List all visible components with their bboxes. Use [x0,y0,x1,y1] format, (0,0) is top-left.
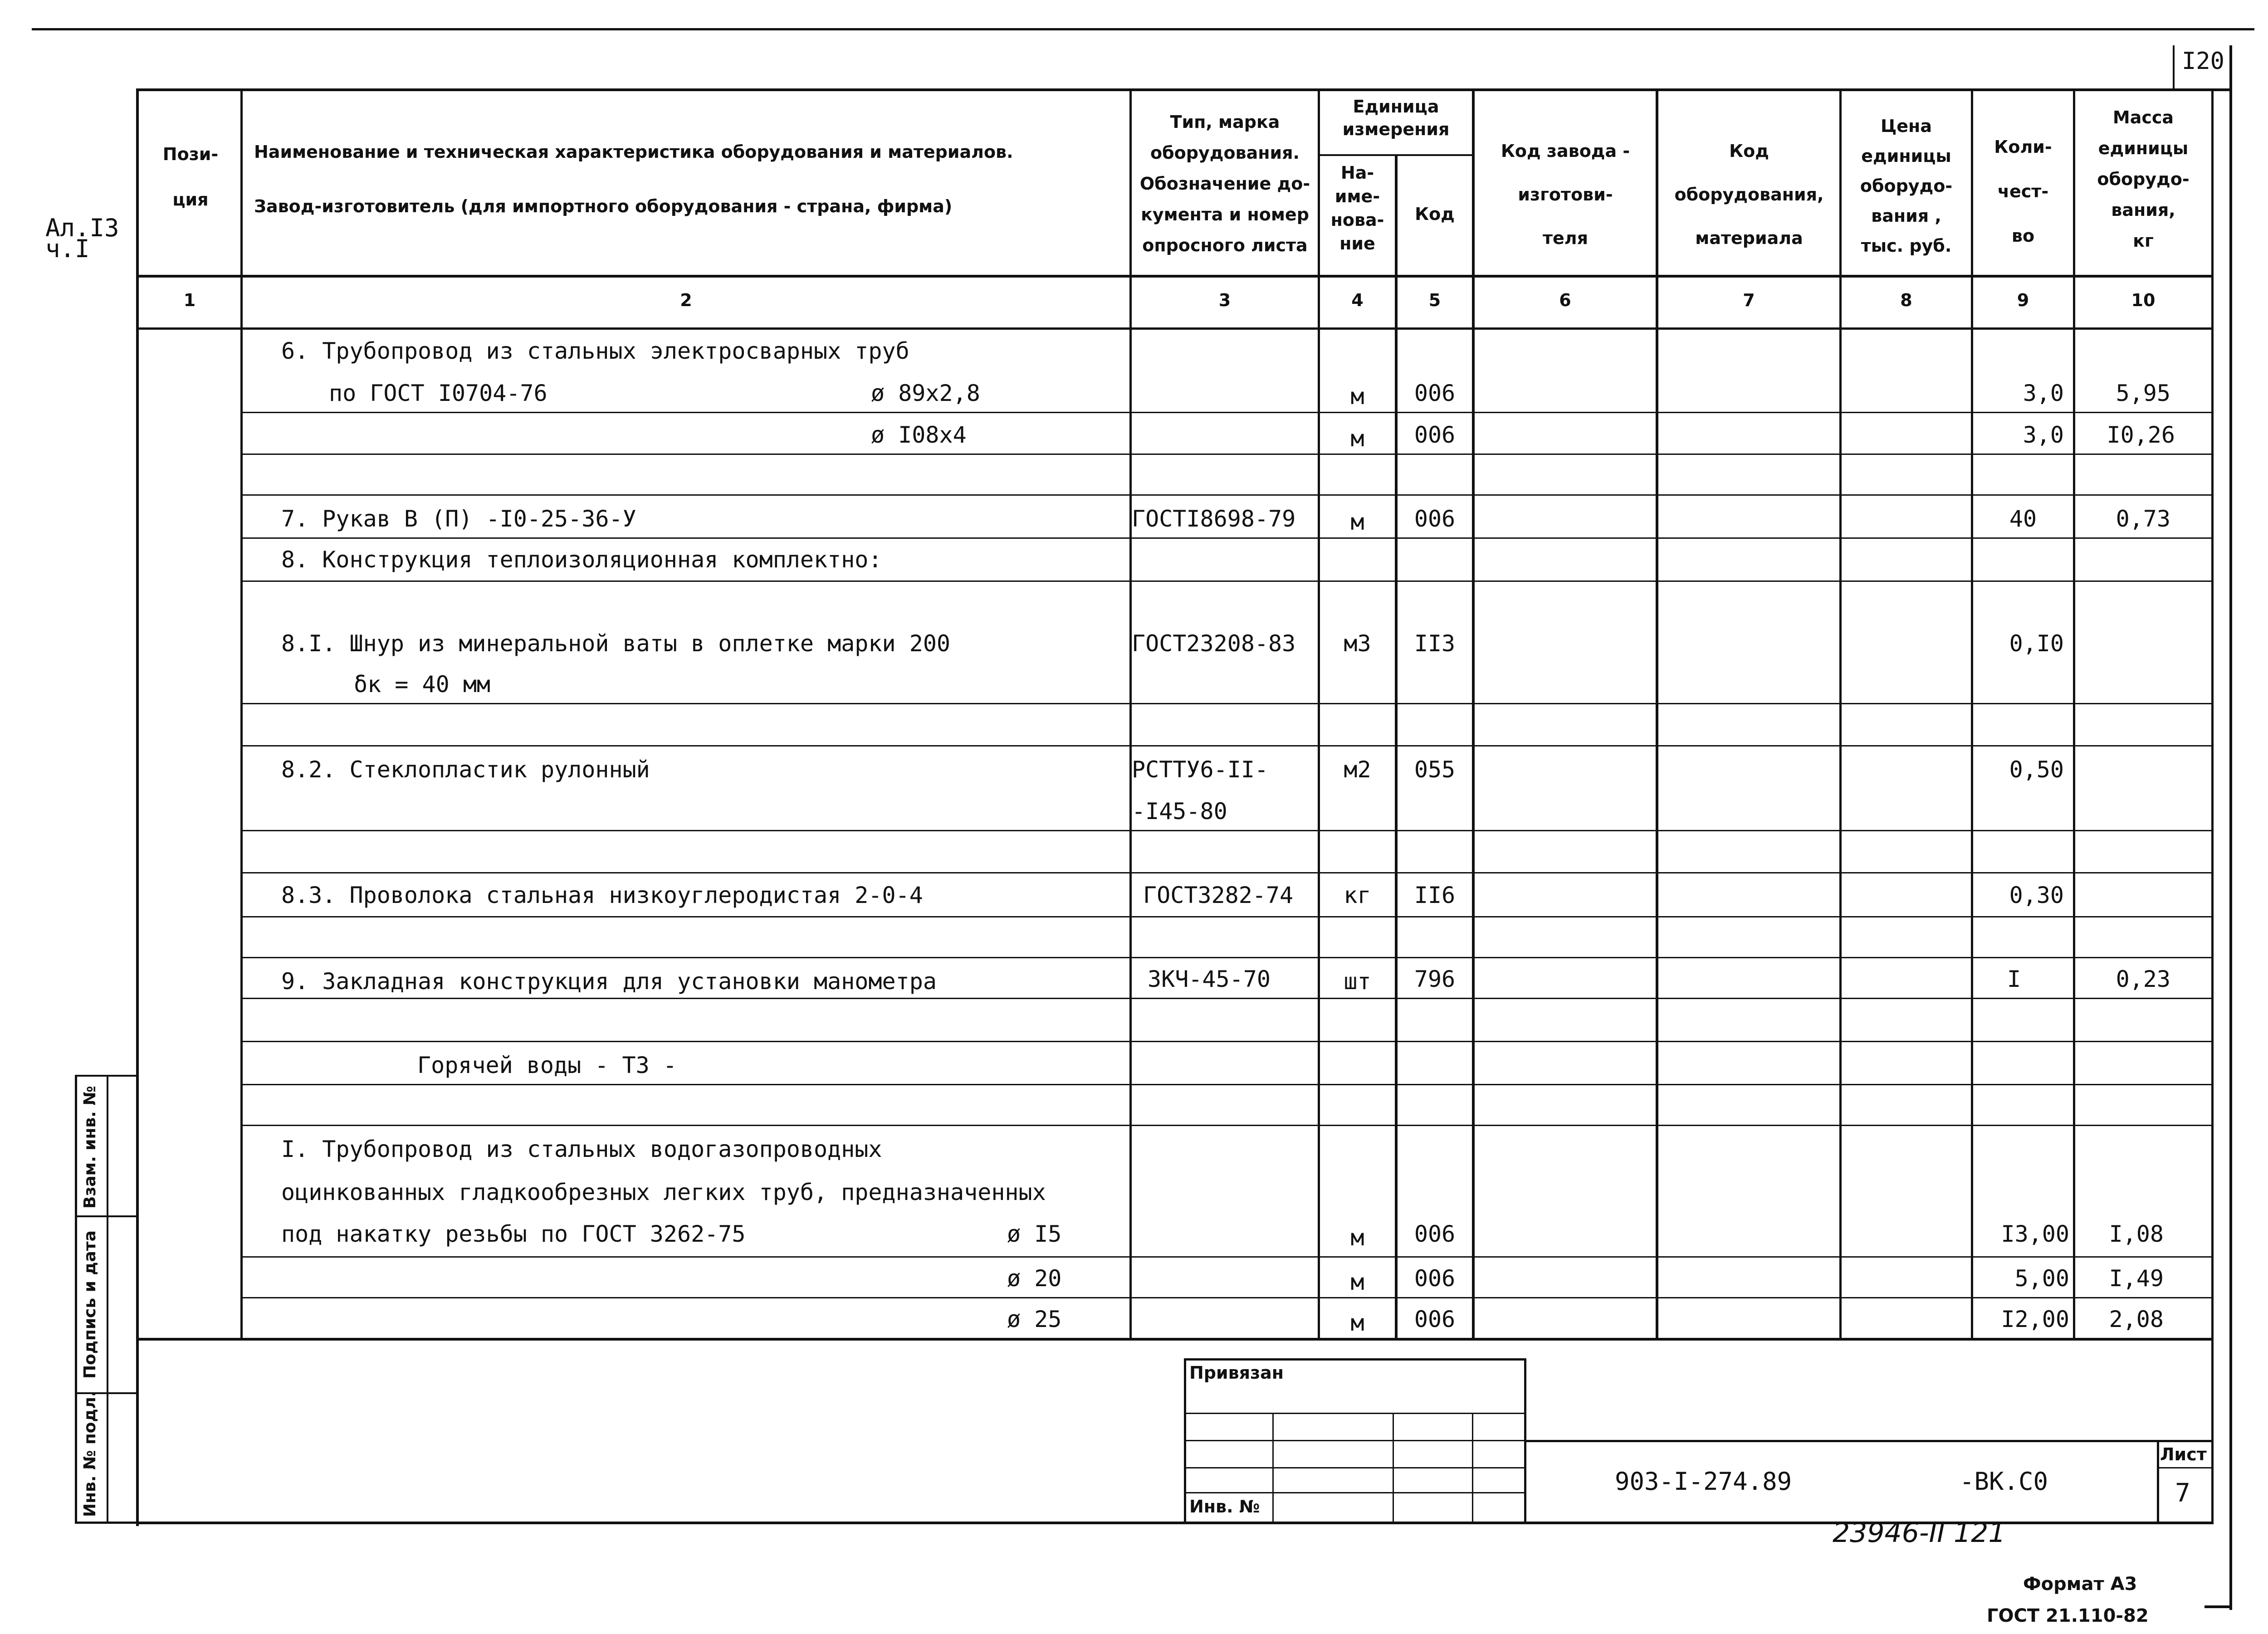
col-divider-5 [1472,88,1475,1340]
col-divider-1 [240,88,243,1340]
side-stamp-bottom [75,1522,138,1524]
row-qty: 40 [2009,506,2037,532]
row-code: 055 [1414,756,1456,783]
col-divider-6 [1656,88,1658,1340]
row-mass: 0,73 [2116,506,2170,532]
row-type: ГОСТI8698-79 [1132,506,1296,532]
colnum-bottom-border [136,327,2214,330]
header-name: Наименование и техническая характеристика оборудования и материалов. Завод-изготовитель (для импортного оборудования - страна, фирма) [254,142,1013,216]
row-qty: 3,0 [2023,422,2064,448]
privyazan-col [1393,1413,1394,1524]
row-mass: 0,23 [2116,966,2170,992]
col-divider-3 [1318,88,1320,1340]
unit-group-divider [1318,154,1474,156]
row-qty: 5,00 [2014,1265,2069,1292]
row-mass: 5,95 [2116,380,2170,406]
side-stamp-vzam: Взам. инв. № [81,1086,99,1209]
row-sep [243,1084,2211,1085]
row-size: ø 20 [1007,1265,1062,1292]
row-unit: м [1350,1310,1364,1336]
row-qty: I2,00 [2001,1306,2069,1332]
colnum-1: 1 [183,290,196,310]
row-name: I. Трубопровод из стальных водогазопроводных [281,1136,882,1162]
row-sep [243,1297,2211,1298]
row-size: ø 89х2,8 [871,380,980,406]
row-code: 006 [1414,380,1456,406]
row-code: 006 [1414,1265,1456,1292]
side-stamp-inv-podl: Инв. № подл. [81,1390,99,1517]
margin-label [45,214,136,263]
row-code: 006 [1414,1306,1456,1332]
row-sep [243,872,2211,873]
sheet-label: Лист [2160,1444,2207,1464]
section-title: Горячей воды - Т3 - [417,1052,677,1078]
privyazan-row [1184,1440,1526,1441]
table-bottom-border [136,1338,2214,1341]
header-type: Тип, марка оборудования. Обозначение до- кумента и номер опросного листа [1139,112,1310,255]
row-name: 7. Рукав В (П) -I0-25-36-У [281,506,636,532]
row-sep [243,412,2211,413]
privyazan-row [1184,1492,1526,1493]
inv-no-label: Инв. № [1189,1497,1260,1517]
margin-label-line1: Ал.I3 [45,214,119,242]
header-unit-name: На- име- нова- ние [1330,163,1384,254]
row-mass: I0,26 [2107,422,2175,448]
row-unit: шт [1344,968,1371,995]
row-size: ø 25 [1007,1306,1062,1332]
doc-number: 903-I-274.89 [1615,1467,1792,1496]
row-code: 006 [1414,506,1456,532]
col-divider-7 [1839,88,1842,1340]
row-code: 006 [1414,422,1456,448]
row-sep [243,454,2211,455]
row-qty: I3,00 [2001,1221,2069,1247]
row-unit: м3 [1344,630,1371,657]
row-qty: I [2007,966,2021,992]
colnum-4: 4 [1351,290,1364,310]
colnum-2: 2 [680,290,692,310]
row-unit: кг [1344,882,1371,908]
row-type: ГОСТ23208-83 [1132,630,1296,657]
row-name: по ГОСТ I0704-76 [329,380,547,406]
header-bottom-border [136,275,2214,278]
row-name: под накатку резьбы по ГОСТ 3262-75 [281,1221,746,1247]
row-unit: м [1350,383,1364,410]
side-stamp-mid [107,1075,108,1524]
header-unit-group: Единица измерения [1342,97,1450,139]
side-stamp-sep1 [75,1215,138,1217]
sheet-corner-number: I20 [2182,48,2224,75]
colnum-5: 5 [1428,290,1441,310]
row-sep [243,703,2211,704]
col-divider-2 [1129,88,1132,1340]
row-name: 9. Закладная конструкция для установки манометра [281,968,937,995]
col-divider-4 [1395,154,1398,1340]
header-position: Пози- ция [162,144,219,210]
row-name: 8. Конструкция теплоизоляционная комплектно: [281,546,882,573]
row-code: 006 [1414,1221,1456,1247]
row-unit: м [1350,509,1364,535]
header-qty: Коли- чест- во [1994,137,2052,246]
row-qty: 3,0 [2023,380,2064,406]
row-unit: м [1350,425,1364,452]
row-sep [243,580,2211,582]
row-sep [243,537,2211,539]
row-qty: 0,50 [2009,756,2064,783]
privyazan-row [1184,1467,1526,1468]
row-qty: 0,I0 [2009,630,2064,657]
header-unit-code: Код [1415,204,1455,224]
sheet-box-divider [2157,1467,2214,1468]
row-name: 8.2. Стеклопластик рулонный [281,756,650,783]
row-name: δк = 40 мм [354,671,491,697]
top-rule [32,28,2254,30]
margin-label-line2: ч.I [45,234,90,263]
row-code: II3 [1414,630,1456,657]
row-size: ø I08х4 [871,422,967,448]
row-type: -I45-80 [1132,798,1227,824]
row-type: РСТТУ6-II- [1132,756,1269,783]
row-name: 8.I. Шнур из минеральной ваты в оплетке марки 200 [281,630,951,657]
row-sep [243,1125,2211,1126]
sheet-number: 7 [2175,1478,2190,1508]
header-maker-code: Код завода - изготови- теля [1501,141,1630,248]
row-code: 796 [1414,966,1456,992]
header-equip-code: Код оборудования, материала [1674,141,1824,248]
header-mass: Масса единицы оборудо- вания, кг [2097,107,2190,251]
privyazan-box-top [1184,1358,1526,1361]
side-stamp-top [75,1075,138,1077]
row-size: ø I5 [1007,1221,1062,1247]
doc-suffix: -ВК.С0 [1960,1467,2048,1496]
colnum-9: 9 [2017,290,2029,310]
privyazan-row [1184,1413,1526,1414]
colnum-8: 8 [1900,290,1912,310]
privyazan-col [1272,1413,1274,1524]
row-mass: 2,08 [2109,1306,2164,1332]
row-name: 8.3. Проволока стальная низкоуглеродистая 2-0-4 [281,882,923,908]
row-sep [243,1256,2211,1258]
row-sep [243,745,2211,746]
title-block-top [1526,1440,2214,1442]
row-sep [243,957,2211,958]
row-unit: м [1350,1224,1364,1251]
colnum-7: 7 [1743,290,1755,310]
privyazan-label: Привязан [1189,1363,1284,1383]
row-unit: м2 [1344,756,1371,783]
colnum-3: 3 [1218,290,1231,310]
col-divider-8 [1971,88,1973,1340]
colnum-10: 10 [2131,290,2156,310]
privyazan-col [1472,1413,1473,1524]
side-stamp-left [75,1075,77,1524]
row-sep [243,494,2211,496]
row-qty: 0,30 [2009,882,2064,908]
outer-right-border [2229,45,2232,1610]
row-mass: I,49 [2109,1265,2164,1292]
row-type: ГОСТ3282-74 [1143,882,1294,908]
row-type: ЗКЧ-45-70 [1148,966,1271,992]
header-price: Цена единицы оборудо- вания , тыс. руб. [1860,116,1953,256]
side-stamp-podpis: Подпись и дата [81,1230,99,1379]
row-sep [243,916,2211,917]
outer-bottom-border [2204,1605,2232,1608]
sheet-box-left [2157,1440,2159,1524]
corner-box-left [2173,45,2175,91]
row-unit: м [1350,1269,1364,1295]
format-label: Формат А3 [2023,1574,2137,1595]
row-sep [243,1041,2211,1042]
row-mass: I,08 [2109,1221,2164,1247]
row-sep [243,830,2211,831]
handwritten-number: 23946-II 121 [1833,1517,2006,1549]
col-divider-9 [2073,88,2075,1340]
row-name: оцинкованных гладкообрезных легких труб, предназначенных [281,1179,1046,1205]
row-name: 6. Трубопровод из стальных электросварных труб [281,338,909,364]
colnum-6: 6 [1559,290,1571,310]
row-sep [243,998,2211,999]
standard-label: ГОСТ 21.110-82 [1987,1605,2149,1626]
row-code: II6 [1414,882,1456,908]
col-divider-10 [2211,88,2214,1522]
table-top-border [136,88,2229,91]
